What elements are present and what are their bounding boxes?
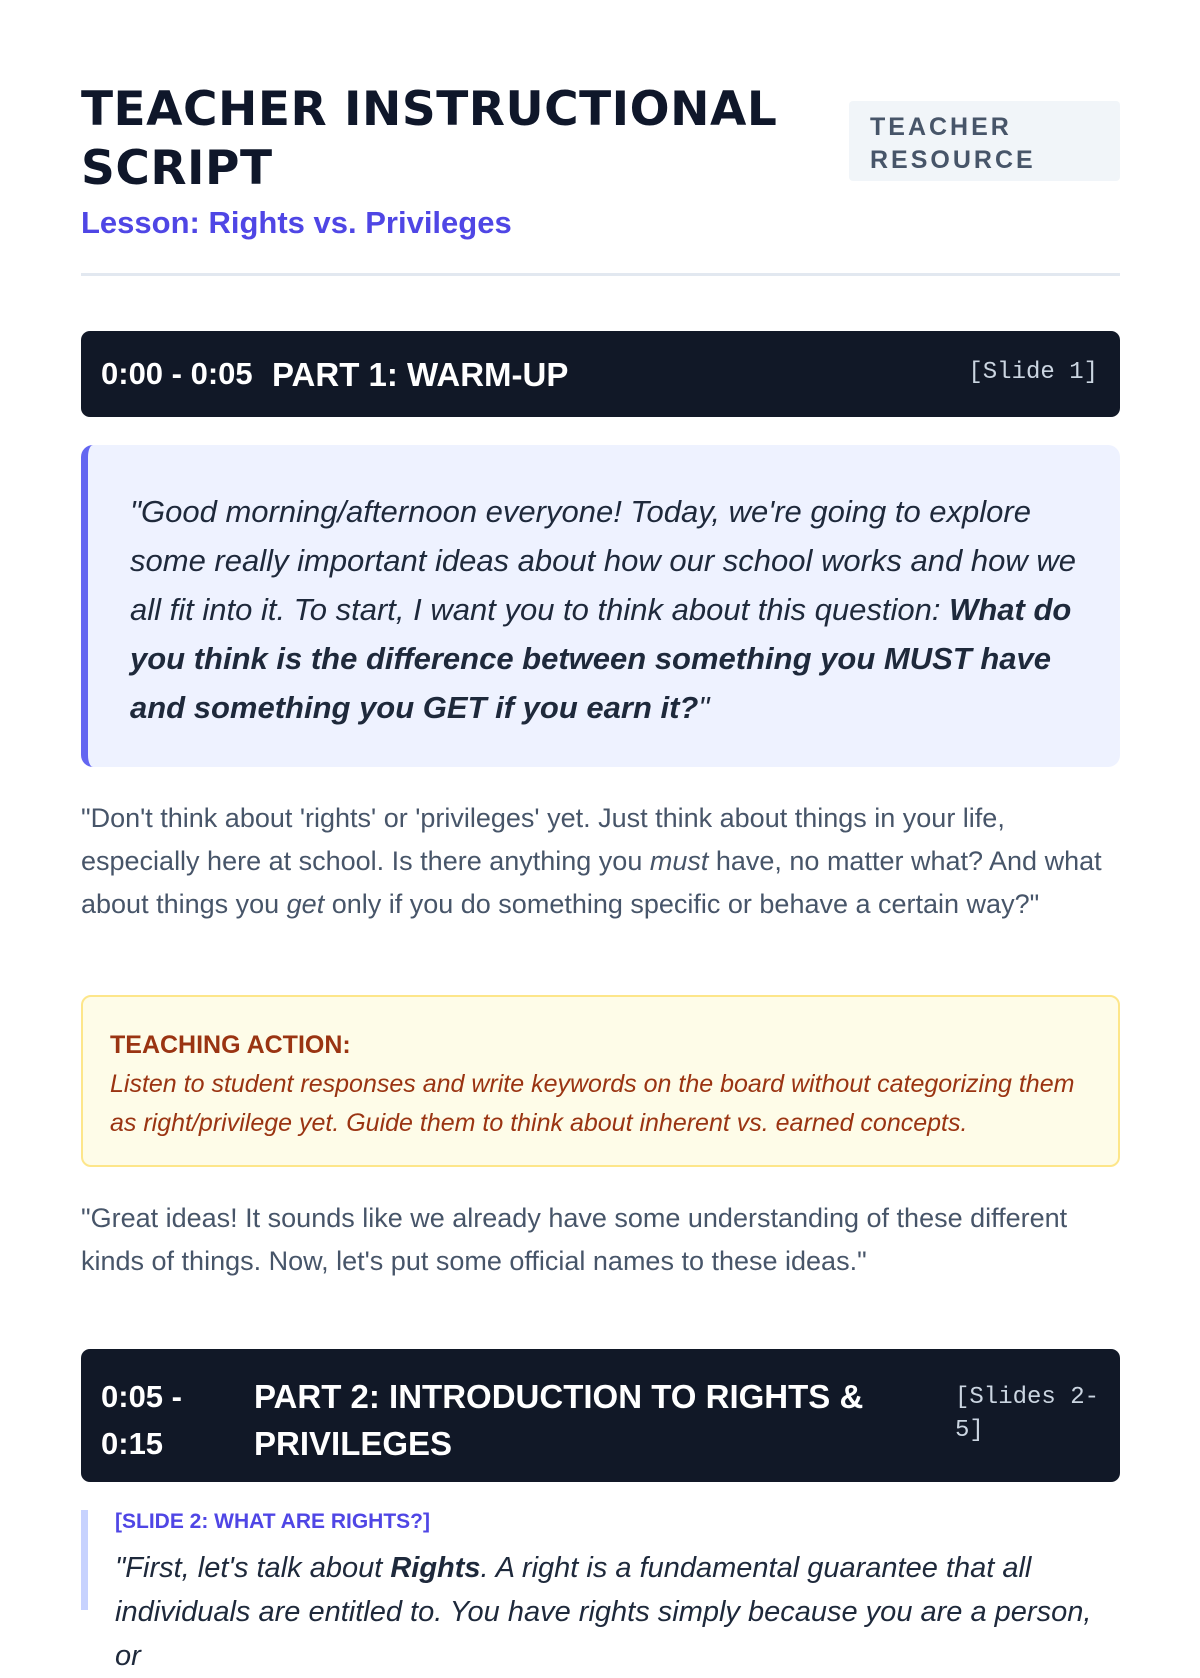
teaching-action-text: Listen to student responses and write keywords on the board without categorizing them as right/privilege yet. Guide them to think about inherent vs. earned concepts. xyxy=(110,1070,1075,1137)
warm-up-script-quote xyxy=(81,445,1120,767)
teacher-resource-badge: TEACHER RESOURCE xyxy=(849,101,1120,181)
part-2-slide-ref: [Slides 2-5] xyxy=(955,1384,1100,1444)
part-2-title: PART 2: INTRODUCTION TO RIGHTS & PRIVILEGES xyxy=(254,1378,864,1462)
slide-2-block xyxy=(81,1510,1120,1672)
part-2-time: 0:05 - 0:15 xyxy=(101,1379,182,1461)
quote-intro: "Good morning/afternoon everyone! Today, we're going to explore some really important ideas about how our school works and how we all fit into it. To start, I want you to think about this question: xyxy=(130,494,1076,627)
quote-question: What do you think is the difference between something you MUST have and something you GET if you earn it? xyxy=(130,592,1072,725)
part-1-slide-ref: [Slide 1] xyxy=(968,359,1098,386)
slide-2-script xyxy=(115,1546,1120,1678)
para1-text-b: have, no matter what? And what about things you xyxy=(81,846,1102,919)
teaching-action-label: TEACHING ACTION: xyxy=(110,1031,351,1059)
part-1-title: PART 1: WARM-UP xyxy=(272,356,569,393)
part-1-header xyxy=(81,331,1120,417)
para1-text-a: "Don't think about 'rights' or 'privileges' yet. Just think about things in your life, especially here at school. Is there anything you xyxy=(81,803,1005,876)
warm-up-paragraph-1 xyxy=(81,797,1120,926)
quote-close: " xyxy=(698,690,710,725)
document-header xyxy=(81,0,1120,276)
para1-text-c: only if you do something specific or behave a certain way?" xyxy=(324,889,1040,919)
part-2-header xyxy=(81,1349,1120,1482)
para1-emphasis-must: must xyxy=(649,846,709,876)
part-1-time: 0:00 - 0:05 xyxy=(101,356,253,391)
para1-emphasis-get: get xyxy=(286,889,325,919)
page-title: TEACHER INSTRUCTIONAL SCRIPT xyxy=(81,82,778,196)
slide-2-label: [SLIDE 2: WHAT ARE RIGHTS?] xyxy=(115,1510,430,1533)
lesson-title: Lesson: Rights vs. Privileges xyxy=(81,205,512,240)
teaching-action-box xyxy=(81,995,1120,1167)
document-page xyxy=(81,0,1120,1672)
warm-up-paragraph-2: "Great ideas! It sounds like we already have some understanding of these different kinds of things. Now, let's put some official names to these ideas." xyxy=(81,1203,1068,1276)
slide-2-text-b: . A right is a fundamental guarantee that all individuals are entitled to. You have rights simply because you are a person, or xyxy=(115,1552,1092,1672)
slide-2-bold-rights: Rights xyxy=(390,1552,481,1584)
slide-2-text-a: "First, let's talk about xyxy=(115,1552,391,1584)
